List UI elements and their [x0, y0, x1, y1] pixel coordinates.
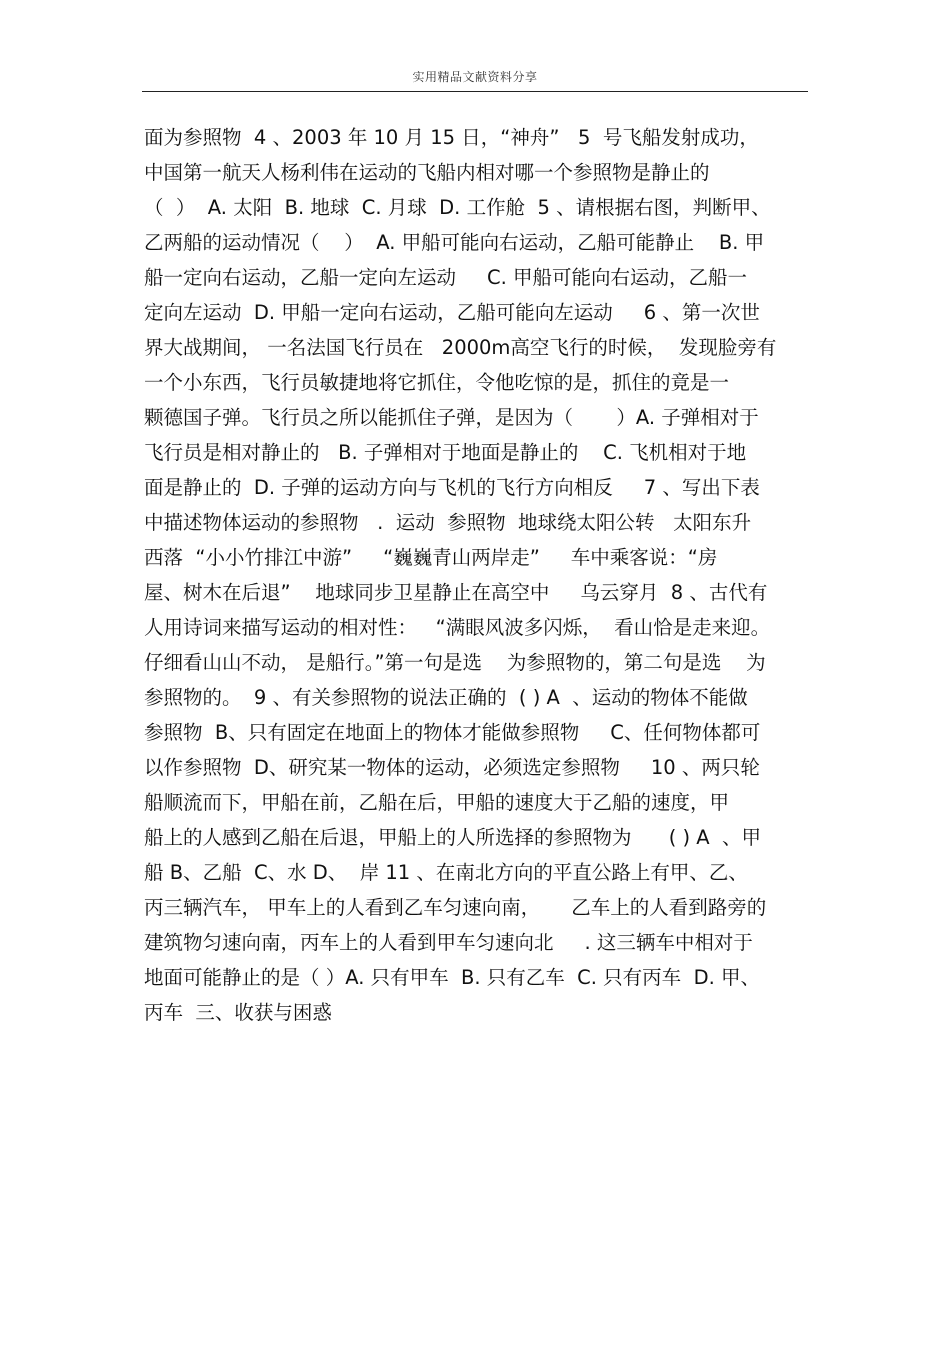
page-header [142, 64, 808, 92]
text-line: 定向左运动 D. 甲船一定向右运动，乙船可能向左运动 6 、第一次世 [144, 301, 760, 324]
text-line: 建筑物匀速向南，丙车上的人看到甲车匀速向北 . 这三辆车中相对于 [144, 931, 753, 954]
text-line: 参照物 B、只有固定在地面上的物体才能做参照物 C、任何物体都可 [144, 721, 761, 744]
text-line: 飞行员是相对静止的 B. 子弹相对于地面是静止的 C. 飞机相对于地 [144, 441, 747, 464]
text-line: 西落 “小小竹排江中游” “巍巍青山两岸走” 车中乘客说：“房 [144, 546, 718, 569]
header-title: 实用精品文献资料分享 [412, 70, 538, 84]
text-line: 地面可能静止的是（ ）A. 只有甲车 B. 只有乙车 C. 只有丙车 D. 甲、 [144, 966, 760, 989]
text-line: 船一定向右运动，乙船一定向左运动 C. 甲船可能向右运动，乙船一 [144, 266, 748, 289]
text-line: 人用诗词来描写运动的相对性： “满眼风波多闪烁， 看山恰是走来迎。 [144, 616, 771, 639]
text-line: 乙两船的运动情况（ ） A. 甲船可能向右运动，乙船可能静止 B. 甲 [144, 231, 765, 254]
text-line: 丙三辆汽车， 甲车上的人看到乙车匀速向南， 乙车上的人看到路旁的 [144, 896, 767, 919]
text-line: 屋、树木在后退” 地球同步卫星静止在高空中 乌云穿月 8 、古代有 [144, 581, 768, 604]
text-line: 面是静止的 D. 子弹的运动方向与飞机的飞行方向相反 7 、写出下表 [144, 476, 760, 499]
text-line: 船上的人感到乙船在后退，甲船上的人所选择的参照物为 ( ) A 、甲 [144, 826, 762, 849]
text-line: 丙车 三、收获与困惑 [144, 1001, 332, 1024]
text-line: 界大战期间， 一名法国飞行员在 2000m高空飞行的时候， 发现脸旁有 [144, 336, 777, 359]
text-line: 船顺流而下，甲船在前，乙船在后，甲船的速度大于乙船的速度，甲 [144, 791, 730, 814]
document-body [144, 120, 808, 1030]
text-line: 中描述物体运动的参照物 . 运动 参照物 地球绕太阳公转 太阳东升 [144, 511, 752, 534]
text-line: 参照物的。 9 、有关参照物的说法正确的 ( ) A 、运动的物体不能做 [144, 686, 748, 709]
text-line: 船 B、乙船 C、水 D、 岸 11 、在南北方向的平直公路上有甲、乙、 [144, 861, 748, 884]
text-line: 以作参照物 D、研究某一物体的运动，必须选定参照物 10 、两只轮 [144, 756, 760, 779]
text-line: 颗德国子弹。飞行员之所以能抓住子弹，是因为（ ）A. 子弹相对于 [144, 406, 759, 429]
text-line: 仔细看山山不动， 是船行。”第一句是选 为参照物的，第二句是选 为 [144, 651, 766, 674]
text-line: 一个小东西，飞行员敏捷地将它抓住，令他吃惊的是，抓住的竟是一 [144, 371, 730, 394]
text-line: （ ） A. 太阳 B. 地球 C. 月球 D. 工作舱 5 、请根据右图，判断甲、 [144, 196, 771, 219]
text-line: 面为参照物 4 、2003 年 10 月 15 日，“神舟” 5 号飞船发射成功， [144, 126, 759, 149]
text-line: 中国第一航天人杨利伟在运动的飞船内相对哪一个参照物是静止的 [144, 161, 710, 184]
